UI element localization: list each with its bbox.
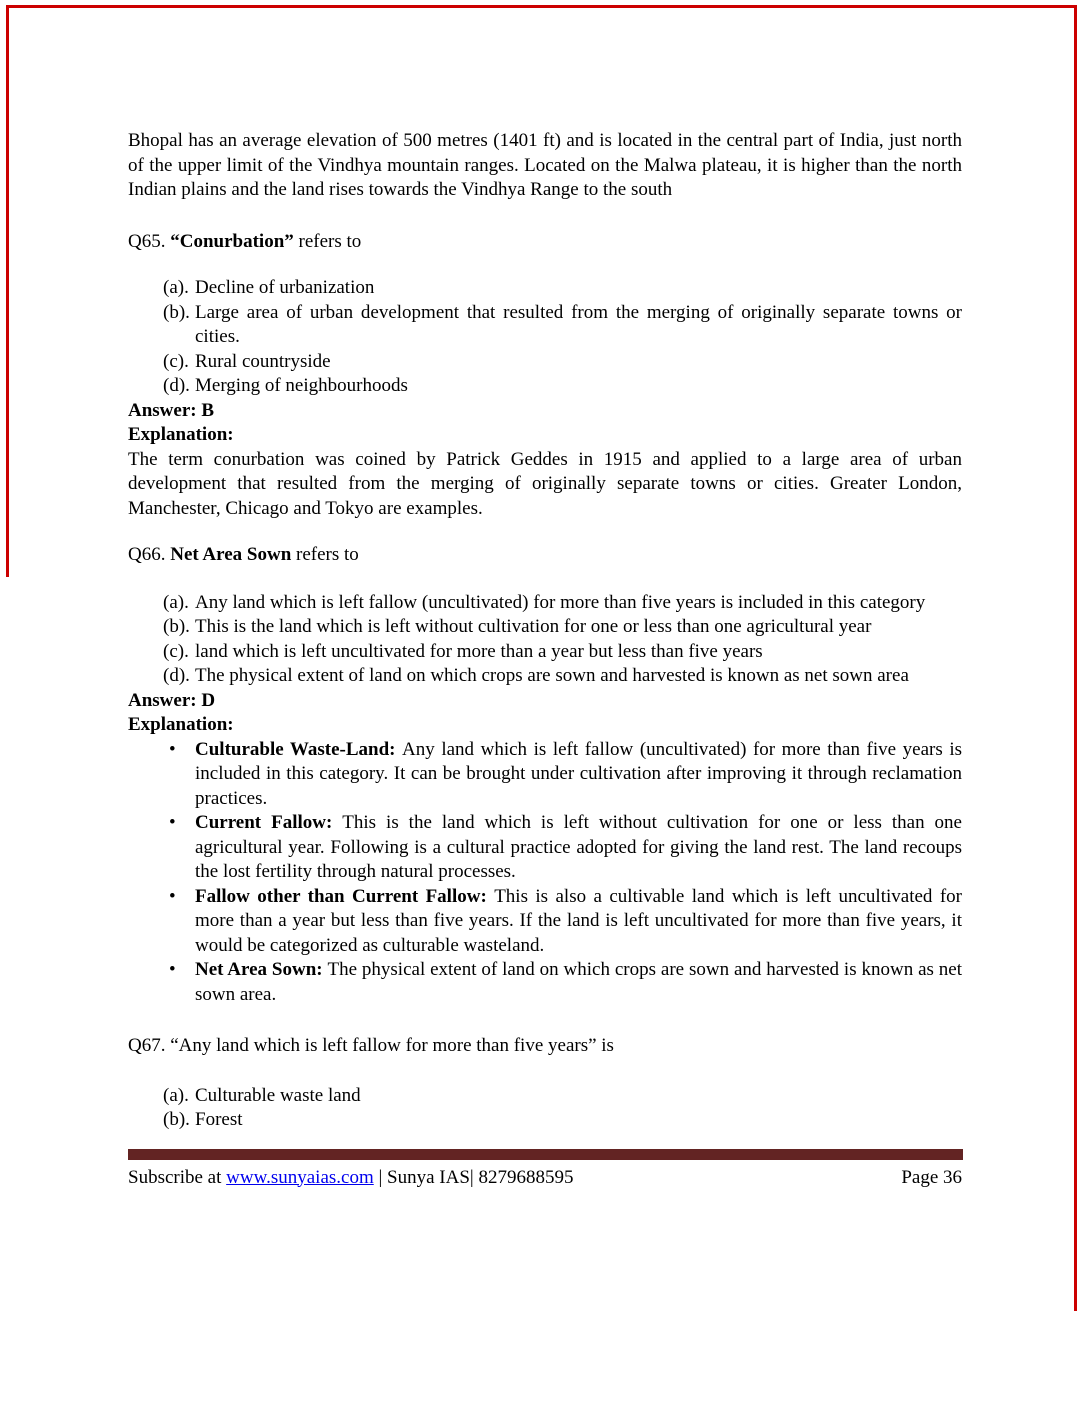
option-row [163, 1084, 962, 1109]
option-text: Large area of urban development that resulted from the merging of originally separate towns or cities. [195, 301, 962, 347]
page-border-top [6, 5, 1077, 8]
question-block-q67 [128, 1034, 962, 1133]
bullet-icon: • [169, 885, 176, 907]
bullet-body: Any land which is left fallow (uncultivated) for more than five years is included in this category. It can be brought under cultivation after improving it through reclamation practices. [195, 738, 962, 809]
explanation-label: Explanation: [128, 714, 234, 735]
question-title-rest: “Any land which is left fallow for more than five years” is [170, 1035, 614, 1056]
bullet-item [163, 885, 962, 959]
option-marker: (d). [163, 375, 190, 396]
option-row [163, 1108, 962, 1133]
bullet-item [163, 738, 962, 812]
option-marker: (a). [163, 591, 189, 613]
bullet-item [163, 958, 962, 1007]
intro-paragraph: Bhopal has an average elevation of 500 metres (1401 ft) and is located in the central part of India, just north of the upper limit of the Vindhya mountain ranges. Located on the Malwa plateau, it is higher than the north Indian plains and the land rises towards the Vindhya Range to the south [128, 130, 962, 200]
bullet-body: The physical extent of land on which crops are sown and harvested is known as net sown area. [195, 959, 962, 1005]
option-marker: (c). [163, 350, 189, 372]
option-marker: (c). [163, 640, 189, 662]
answer-label: Answer: B [128, 399, 215, 421]
question-block-q65 [128, 230, 962, 522]
option-marker: (a). [163, 277, 189, 298]
option-row [163, 301, 962, 350]
question-number: Q65. [128, 230, 171, 252]
bullet-term: Current Fallow: [195, 812, 343, 833]
bullet-term: Net Area Sown: [195, 959, 328, 980]
question-term-bold: Net Area Sown [170, 544, 292, 565]
option-text: Decline of urbanization [195, 277, 375, 298]
option-row [163, 374, 962, 399]
page-footer [128, 1166, 962, 1191]
bullet-icon: • [169, 959, 176, 980]
page-number: Page 36 [901, 1166, 962, 1188]
website-link[interactable]: www.sunyaias.com [226, 1166, 374, 1188]
option-marker: (b). [163, 1109, 190, 1130]
page-border-left [6, 5, 9, 577]
option-text: Forest [195, 1109, 243, 1130]
page-border-right [1074, 5, 1077, 1311]
option-row [163, 664, 962, 689]
question-term-bold: “Conurbation” [170, 230, 294, 252]
bullet-item [163, 811, 962, 885]
question-title-rest: refers to [291, 544, 359, 565]
page-content [128, 129, 962, 1190]
options-list-q65 [163, 276, 962, 399]
bullet-body: This is also a cultivable land which is left uncultivated for more than a year but less than five years. If the land is left uncultivated for more than five years, it would be categorized as culturable wasteland. [195, 885, 962, 956]
option-text: Culturable waste land [195, 1084, 361, 1106]
bullet-term: Fallow other than Current Fallow: [195, 885, 495, 907]
footer-left [128, 1166, 573, 1191]
question-title-q66 [128, 543, 962, 568]
bullet-text [195, 811, 962, 885]
explanation-bullet-list [163, 738, 962, 1008]
option-text: Any land which is left fallow (uncultivated) for more than five years is included in this category [195, 591, 926, 613]
option-text: Rural countryside [195, 350, 331, 372]
question-title-q67 [128, 1034, 962, 1059]
question-title-q65 [128, 230, 962, 255]
bullet-text [195, 885, 962, 959]
question-number: Q66. [128, 544, 171, 565]
option-text: Merging of neighbourhoods [195, 375, 408, 396]
footer-subscribe-text: Subscribe at [128, 1166, 227, 1188]
option-row [163, 591, 962, 616]
option-row [163, 276, 962, 301]
option-marker: (b). [163, 301, 190, 323]
option-text: This is the land which is left without cultivation for one or less than one agricultural year [195, 616, 872, 637]
option-row [163, 615, 962, 640]
answer-label: Answer: D [128, 689, 216, 711]
option-marker: (a). [163, 1084, 189, 1106]
bullet-icon: • [169, 738, 176, 760]
footer-rule [128, 1149, 963, 1160]
options-list-q67 [163, 1084, 962, 1133]
option-marker: (b). [163, 616, 190, 637]
option-marker: (d). [163, 665, 190, 686]
option-row [163, 640, 962, 665]
options-list-q66 [163, 591, 962, 689]
option-row [163, 350, 962, 375]
bullet-text [195, 738, 962, 812]
option-text: The physical extent of land on which crops are sown and harvested is known as net sown area [195, 665, 909, 686]
explanation-text: The term conurbation was coined by Patrick Geddes in 1915 and applied to a large area of urban development that resulted from the merging of originally separate towns or cities. Greater London, Manchester, Chicago and Tokyo are examples. [128, 448, 962, 519]
footer-contact-text: | Sunya IAS| 8279688595 [373, 1166, 574, 1188]
bullet-icon: • [169, 812, 176, 833]
bullet-term: Culturable Waste-Land: [195, 738, 403, 760]
question-number: Q67. [128, 1035, 171, 1056]
explanation-label: Explanation: [128, 424, 234, 445]
option-text: land which is left uncultivated for more than a year but less than five years [195, 640, 763, 662]
bullet-text [195, 958, 962, 1007]
question-title-rest: refers to [293, 230, 362, 252]
bullet-body: This is the land which is left without cultivation for one or less than one agricultural year. Following is a cultural practice adopted for giving the land rest. The land recoups the lost fertility through natural processes. [195, 812, 962, 882]
question-block-q66 [128, 543, 962, 1007]
